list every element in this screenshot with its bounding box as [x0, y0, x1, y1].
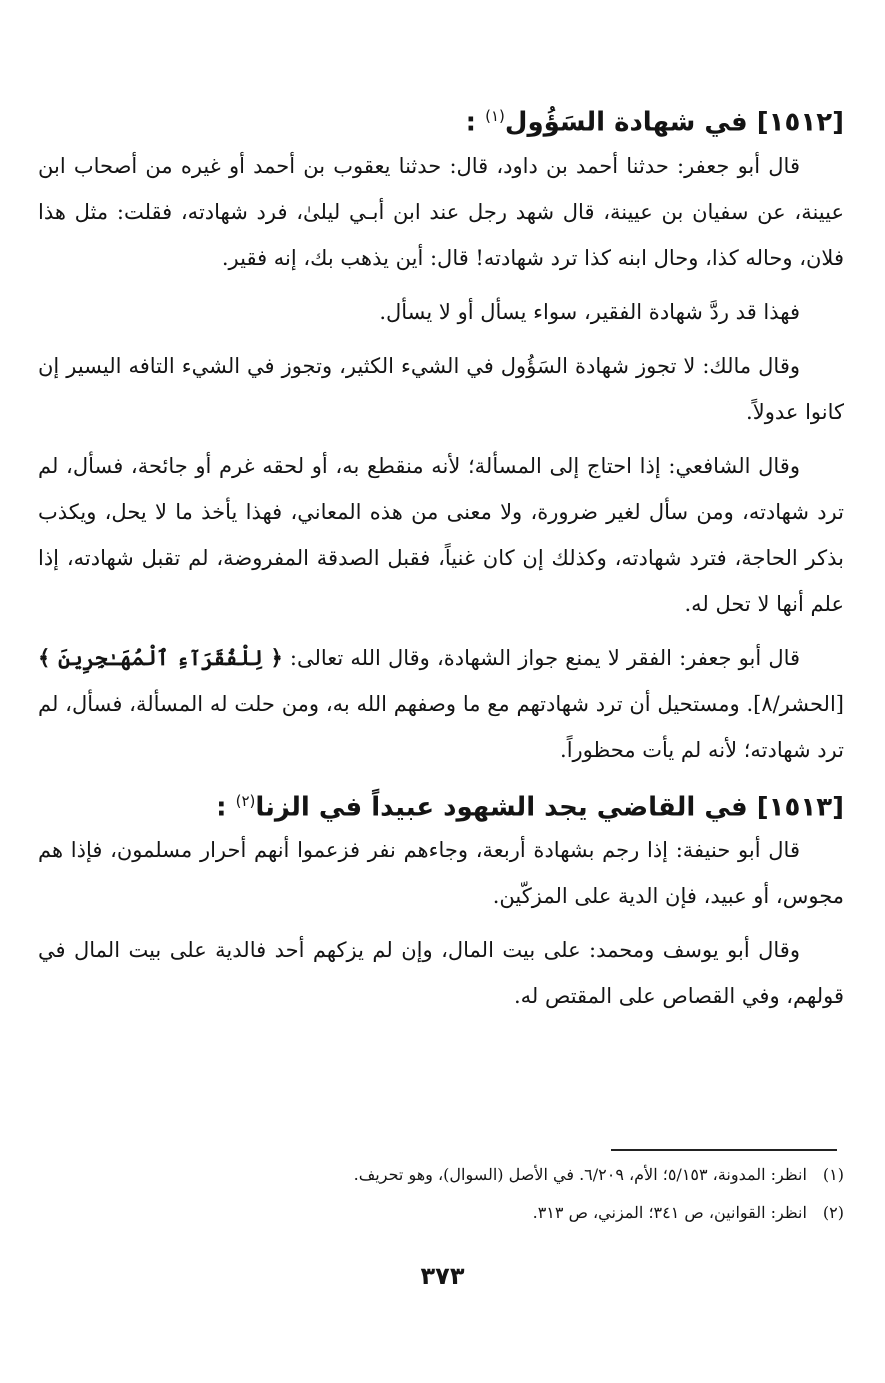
footnote-item — [40, 1156, 844, 1194]
footnote-reference: (١) — [485, 107, 505, 125]
paragraph-text: [الحشر/٨]. ومستحيل أن ترد شهادتهم مع ما وصفهم الله به، ومن حلت له المسألة، فسأل، لم ترد شهادته؛ لأنه لم يأت محظوراً. — [38, 691, 844, 762]
footnotes — [40, 1156, 844, 1232]
footnote-number: (١) — [822, 1165, 844, 1184]
page-number: ٣٧٣ — [420, 1262, 465, 1290]
footnote-number: (٢) — [822, 1203, 844, 1222]
page-body — [38, 96, 844, 1019]
heading-colon: : — [465, 107, 477, 138]
section-heading-text: [١٥١٣] في القاضي يجد الشهود عبيداً في الزنا — [255, 792, 844, 823]
paragraph: وقال الشافعي: إذا احتاج إلى المسألة؛ لأنه منقطع به، أو لحقه غرم أو جائحة، فسأل، لم ترد شهادته، ومن سأل لغير ضرورة، ولا معنى من هذه المعاني، فهذا يأخذ ما لا يحل، ويكذب بذكر الحاجة، فترد شهادته، وكذلك إن كان غنياً، فقبل الصدقة المفروضة، لم تقبل شهادته، إذا علم أنها لا تحل له. — [38, 453, 844, 616]
paragraph: فهذا قد ردَّ شهادة الفقير، سواء يسأل أو لا يسأل. — [379, 299, 800, 324]
section-heading-1513 — [38, 781, 844, 828]
footnote-text: انظر: المدونة، ٥/١٥٣؛ الأم، ٦/٢٠٩. في الأصل (السوال)، وهو تحريف. — [353, 1165, 807, 1184]
section-heading-1512 — [38, 96, 844, 143]
paragraph-with-quran-quote — [38, 635, 844, 773]
footnote-item — [40, 1194, 844, 1232]
quran-quote: ﴿ لِلْفُقَرَآءِ ٱلْمُهَـٰجِرِينَ ﴾ — [38, 644, 283, 670]
paragraph: وقال أبو يوسف ومحمد: على بيت المال، وإن لم يزكهم أحد فالدية على بيت المال في قولهم، وفي القصاص على المقتص له. — [38, 938, 844, 1009]
footnote-text: انظر: القوانين، ص ٣٤١؛ المزني، ص ٣١٣. — [532, 1203, 807, 1222]
paragraph: وقال مالك: لا تجوز شهادة السَؤُول في الشيء الكثير، وتجوز في الشيء التافه اليسير إن كانوا عدولاً. — [38, 353, 844, 424]
footnote-reference: (٢) — [235, 791, 256, 810]
heading-colon: : — [216, 792, 227, 823]
paragraph-text: قال أبو جعفر: الفقر لا يمنع جواز الشهادة، وقال الله تعالى: — [282, 645, 801, 670]
paragraph: قال أبو حنيفة: إذا رجم بشهادة أربعة، وجاءهم نفر فزعموا أنهم أحرار مسلمون، فإذا هم مجوس، أو عبيد، فإن الدية على المزكّين. — [38, 838, 844, 909]
section-heading-text: [١٥١٢] في شهادة السَؤُول — [504, 107, 844, 138]
paragraph: قال أبو جعفر: حدثنا أحمد بن داود، قال: حدثنا يعقوب بن أحمد أو غيره من أصحاب ابن عيينة، عن سفيان بن عيينة، قال شهد رجل عند ابن أبـي ليلىٰ، فرد شهادته، فقلت: مثل هذا فلان، وحاله كذا، وحال ابنه كذا ترد شهادته! قال: أين يذهب بك، إنه فقير. — [38, 153, 844, 270]
footnote-divider — [611, 1149, 837, 1151]
